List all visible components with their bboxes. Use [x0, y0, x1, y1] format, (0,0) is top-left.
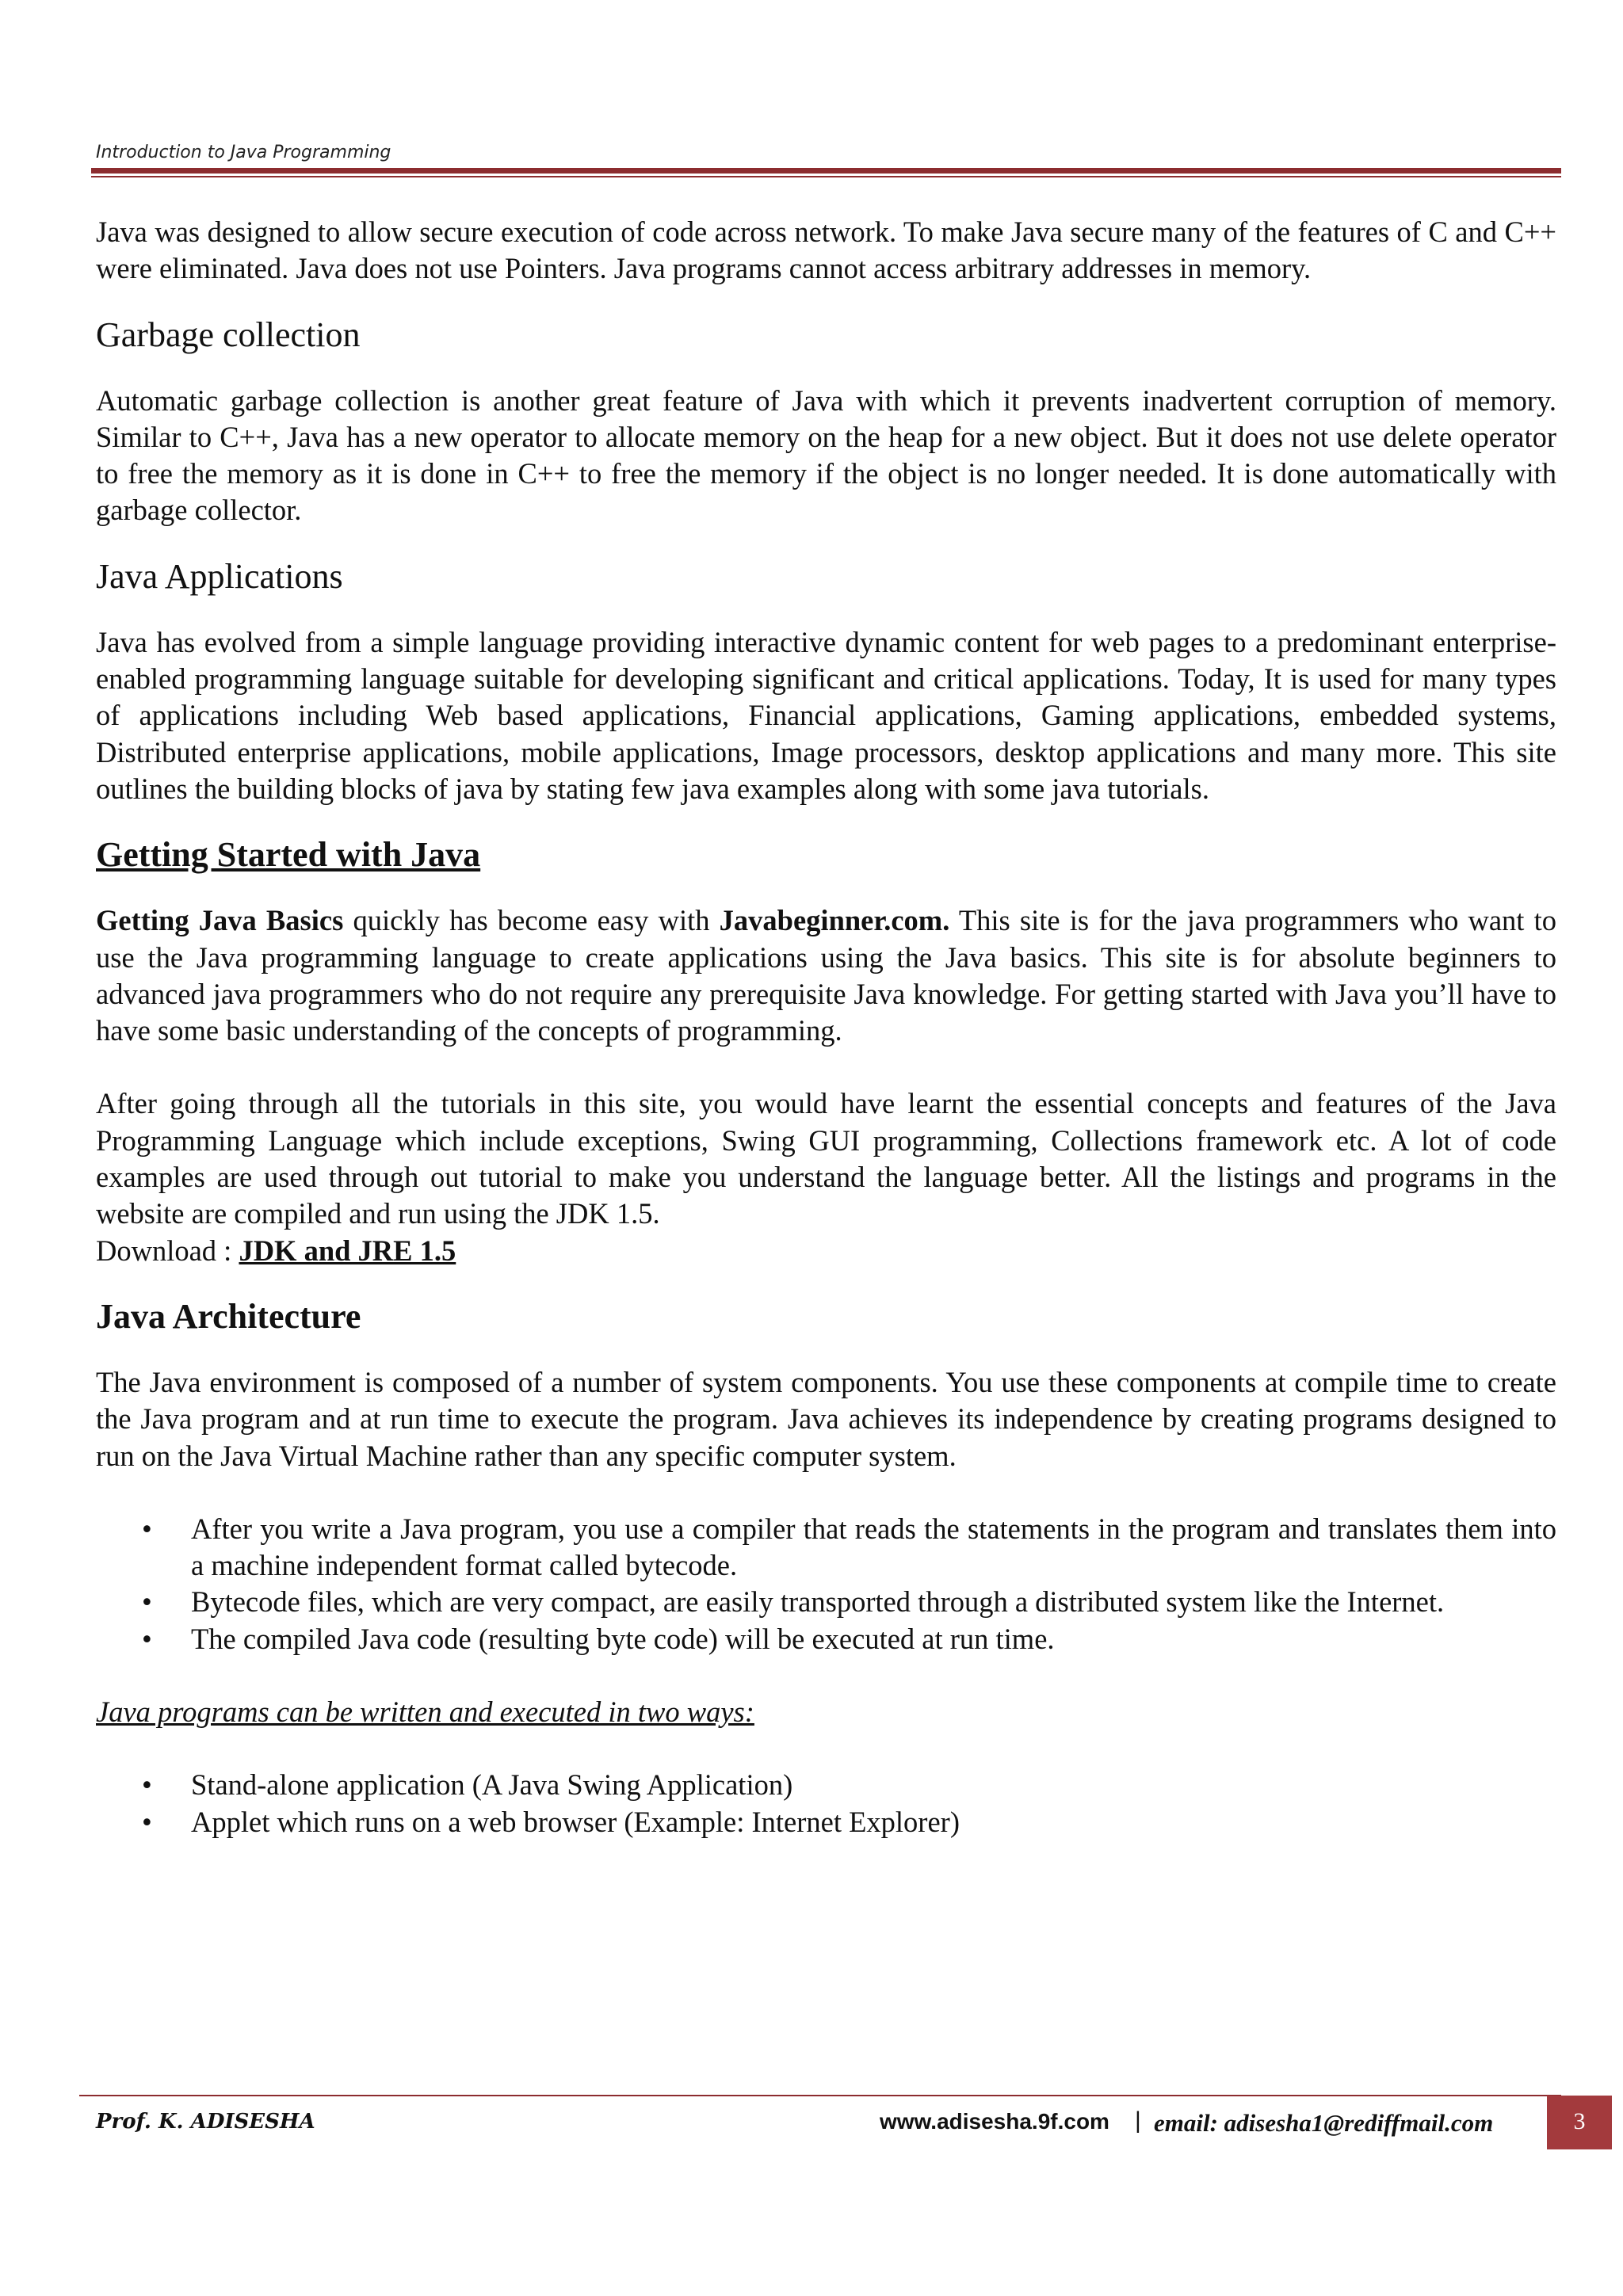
getting-started-paragraph-2 [96, 1085, 1556, 1268]
p1-text-2: This site is for the java programmers who want to use the Java programming language to create applications using the Java basics. This site is for absolute beginners to advanced java programmers who do not require any prerequisite Java knowledge. For getting started with Java you’ll have to have some basic understanding of the concepts of programming. [96, 904, 1557, 1047]
bullet-icon: • [142, 1512, 152, 1545]
document-body [96, 214, 1556, 1840]
p1-text-1: quickly has become easy with [343, 904, 720, 937]
list-item: • Stand-alone application (A Java Swing Application) [191, 1767, 1556, 1803]
javabeginner-bold: Javabeginner.com. [719, 904, 950, 937]
intro-paragraph: Java was designed to allow secure execution of code across network. To make Java secure many of the features of C and C++ were eliminated. Java does not use Pointers. Java programs cannot access arbitrary addresses in memory. [96, 215, 1556, 285]
footer-rule [79, 2095, 1561, 2096]
getting-started-paragraph-1 [96, 902, 1556, 1049]
list-item: • The compiled Java code (resulting byte code) will be executed at run time. [191, 1621, 1556, 1657]
garbage-collection-paragraph: Automatic garbage collection is another great feature of Java with which it prevents inadvertent corruption of memory. Similar to C++, Java has a new operator to allocate memory on the heap for a new object. But it does not use delete operator to free the memory as it is done in C++ to free the memory if the object is no longer needed. It is done automatically with garbage collector. [96, 383, 1556, 527]
footer-author: Prof. K. ADISESHA [96, 2110, 315, 2134]
footer-email: email: adisesha1@rediffmail.com [1154, 2109, 1494, 2137]
list-item: • Bytecode files, which are very compact, are easily transported through a distributed system like the Internet. [191, 1584, 1556, 1620]
ways-caption: Java programs can be written and executed in two ways: [96, 1695, 754, 1729]
list-item: • Applet which runs on a web browser (Example: Internet Explorer) [191, 1804, 1556, 1840]
header-rule-thin [91, 176, 1561, 177]
bullet-icon: • [142, 1805, 152, 1838]
java-applications-paragraph: Java has evolved from a simple language providing interactive dynamic content for web pages to a predominant enterprise-enabled programming language suitable for developing significant and critical applications. Today, It is used for many types of applications including Web based applications, Financial applications, Gaming applications, embedded systems, Distributed enterprise applications, mobile applications, Image processors, desktop applications and many more. This site outlines the building blocks of java by stating few java examples along with some java tutorials. [96, 625, 1556, 805]
ways-bullet-list [96, 1767, 1556, 1840]
running-header: Introduction to Java Programming [96, 143, 391, 162]
architecture-bullet-list [96, 1511, 1556, 1657]
java-architecture-heading: Java Architecture [96, 1296, 361, 1336]
getting-java-basics-bold: Getting Java Basics [96, 904, 344, 937]
header-rule-thick [91, 168, 1561, 174]
p2-text: After going through all the tutorials in this site, you would have learnt the essential concepts and features of the Java Programming Language which include exceptions, Swing GUI programming, Collections framework etc. A lot of code examples are used through out tutorial to make you understand the language better. All the listings and programs in the website are compiled and run using the JDK 1.5. [96, 1087, 1556, 1230]
getting-started-heading: Getting Started with Java [96, 835, 481, 875]
bullet-icon: • [142, 1768, 152, 1802]
list-item: • After you write a Java program, you use a compiler that reads the statements in the program and translates them into a machine independent format called bytecode. [142, 1512, 1556, 1582]
footer-separator: | [1135, 2107, 1141, 2134]
garbage-collection-heading: Garbage collection [96, 315, 361, 354]
download-label: Download : [96, 1234, 239, 1267]
bullet-icon: • [142, 1622, 152, 1655]
java-applications-heading: Java Applications [96, 556, 343, 596]
java-architecture-paragraph: The Java environment is composed of a number of system components. You use these components at compile time to create the Java program and at run time to execute the program. Java achieves its independence by creating programs designed to run on the Java Virtual Machine rather than any specific computer system. [96, 1365, 1556, 1472]
bullet-icon: • [142, 1585, 152, 1619]
page-number: 3 [1547, 2096, 1612, 2149]
footer-website: www.adisesha.9f.com [880, 2109, 1109, 2134]
jdk-download-link[interactable]: JDK and JRE 1.5 [239, 1234, 456, 1267]
